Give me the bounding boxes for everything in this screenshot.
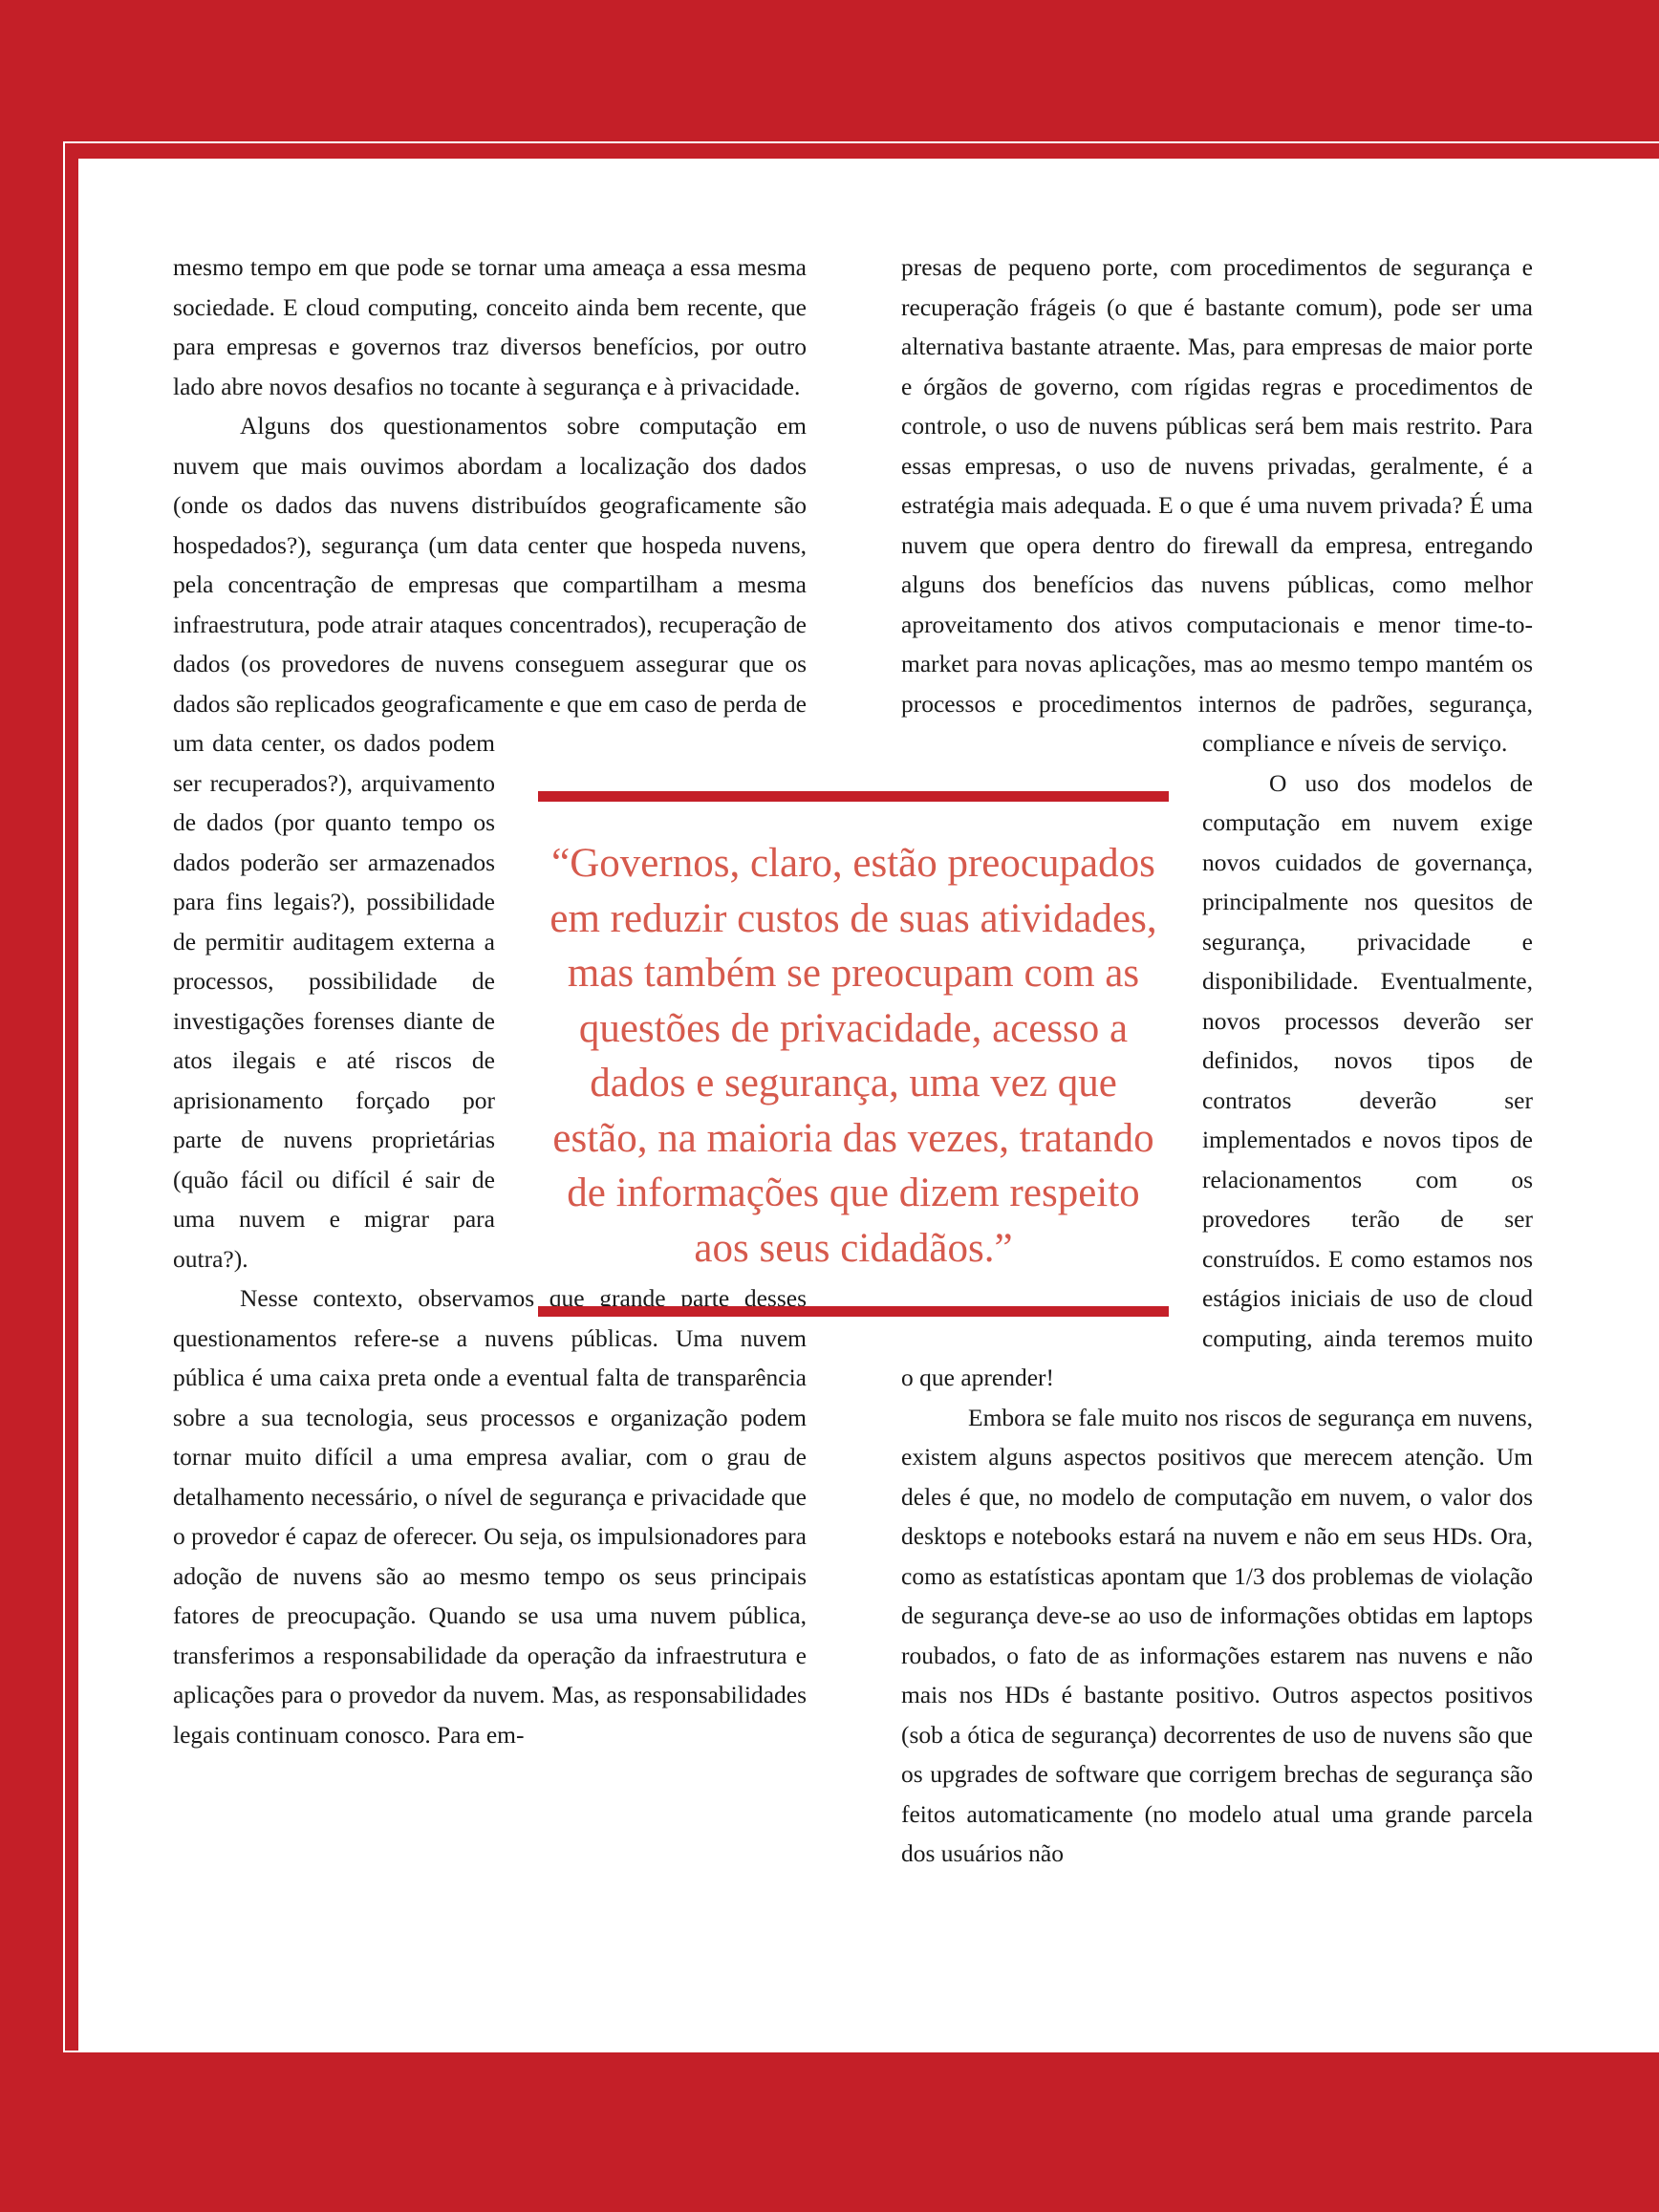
left-paragraph-3: Nesse contexto, observamos que grande parte desses questionamentos refere-se a nuvens públicas. Uma nuvem pública é uma caixa preta onde a eventual falta de transparência sobre a sua tecnologia, seus processos e organização podem tornar muito difícil a uma empresa avaliar, com o grau de detalhamento necessário, o nível de segurança e privacidade que o provedor é capaz de oferecer. Ou seja, os impulsionadores para adoção de nuvens são ao mesmo tempo os seus principais fatores de preocupação. Quando se usa uma nuvem pública, transferimos a responsabilidade da operação da infraestrutura e aplicações para o provedor da nuvem. Mas, as responsabilidades legais continuam conosco. Para em- [173, 1284, 807, 1749]
right-paragraph-1: presas de pequeno porte, com procedimentos de segurança e recuperação frágeis (o que é bastante comum), pode ser uma alternativa bastante atraente. Mas, para empresas de maior porte e órgãos de governo, com rígidas regras e procedimentos de controle, o uso de nuvens públicas será bem mais restrito. Para essas empresas, o uso de nuvens privadas, geralmente, é a estratégia mais adequada. E o que é uma nuvem privada? É uma nuvem que opera dentro do firewall da empresa, entregando alguns dos benefícios das nuvens públicas, como melhor aproveitamento dos ativos computacionais e menor time-to-market para novas aplicações, mas ao mesmo tempo mantém os processos e procedimentos internos de padrões, segurança, compliance e níveis de serviço. [901, 253, 1533, 757]
pull-quote [538, 791, 1169, 1317]
left-paragraph-1: mesmo tempo em que pode se tornar uma ameaça a essa mesma sociedade. E cloud computing, conceito ainda bem recente, que para empresas e governos traz diversos benefícios, por outro lado abre novos desafios no tocante à segurança e à privacidade. [173, 253, 807, 400]
right-paragraph-3: Embora se fale muito nos riscos de segurança em nuvens, existem alguns aspectos positivos que merecem atenção. Um deles é que, no modelo de computação em nuvem, o valor dos desktops e notebooks estará na nuvem e não em seus HDs. Ora, como as estatísticas apontam que 1/3 dos problemas de violação de segurança deve-se ao uso de informações obtidas em laptops roubados, o fato de as informações estarem nas nuvens e não mais nos HDs é bastante positivo. Outros aspectos positivos (sob a ótica de segurança) decorrentes de uso de nuvens são que os upgrades de software que corrigem brechas de segurança são feitos automaticamente (no modelo atual uma grande parcela dos usuários não [901, 1403, 1533, 1867]
left-paragraph-2: Alguns dos questionamentos sobre computação em nuvem que mais ouvimos abordam a localização dos dados (onde os dados das nuvens distribuídos geograficamente são hospedados?), segurança (um data center que hospeda nuvens, pela concentração de empresas que compartilham a mesma infraestrutura, pode atrair ataques concentrados), recuperação de dados (os provedores de nuvens conseguem assegurar que os dados são replicados geograficamente e que em caso de perda de um data center, os dados podem ser recuperados?), arquivamento de dados (por quanto tempo os dados poderão ser armazenados para fins legais?), possibilidade de permitir auditagem externa a processos, possibilidade de investigações forenses diante de atos ilegais e até riscos de aprisionamento forçado por parte de nuvens proprietárias (quão fácil ou difícil é sair de uma nuvem e migrar para outra?). [173, 412, 807, 1273]
right-paragraph-2: O uso dos modelos de computação em nuvem exige novos cuidados de governança, principalmente nos quesitos de segurança, privacidade e disponibilidade. Eventualmente, novos processos deverão ser definidos, novos tipos de contratos deverão ser implementados e novos tipos de relacionamentos com os provedores terão de ser construídos. E como estamos nos estágios iniciais de uso de cloud computing, ainda teremos muito o que aprender! [901, 768, 1533, 1391]
pull-quote-text: “Governos, claro, estão preocupados em reduzir custos de suas atividades, mas também se preocupam com as questões de privacidade, acesso a dados e segurança, uma vez que estão, na maioria das vezes, tratando de informações que dizem respeito aos seus cidadãos.” [549, 841, 1157, 1271]
